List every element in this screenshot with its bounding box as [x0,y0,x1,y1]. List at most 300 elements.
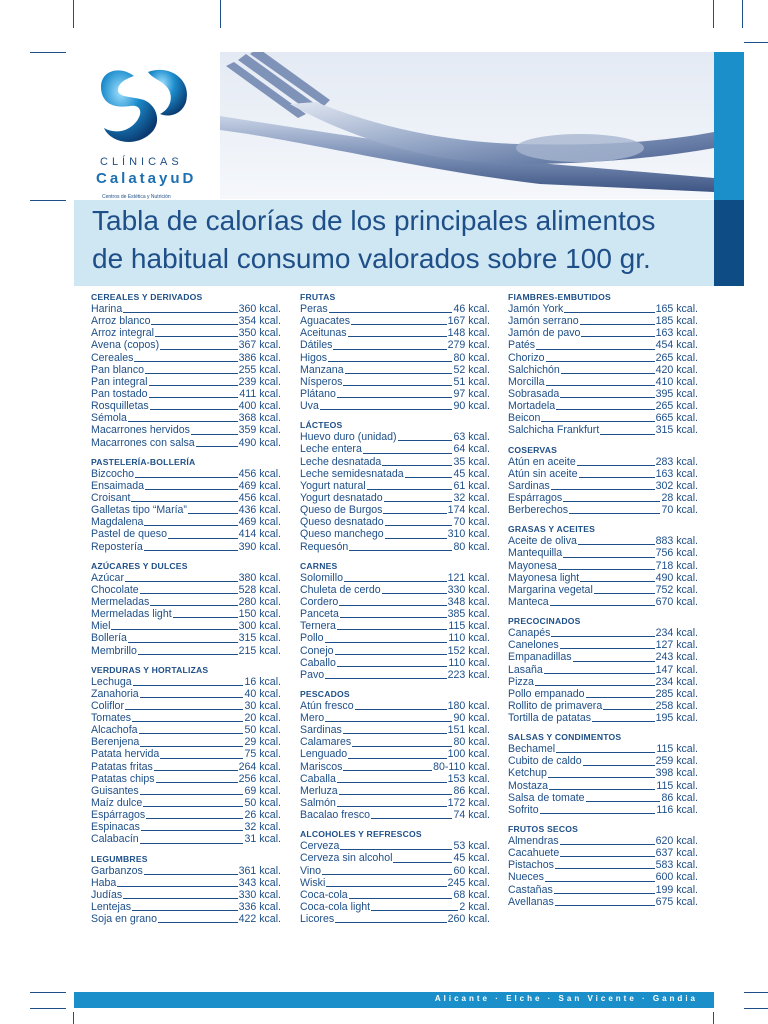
food-row [91,785,281,797]
section-title: FIAMBRES-EMBUTIDOS [508,292,611,302]
food-row [300,749,490,761]
title-line-1: Tabla de calorías de los principales alimentos [92,205,656,236]
food-name: Salsa de tomate [508,791,585,804]
food-kcal: 50 kcal. [244,724,281,737]
food-name: Espinacas [91,821,140,834]
food-row [91,388,281,400]
leader-line [160,349,237,350]
food-name: Mermeladas [91,595,150,608]
food-row [508,700,698,712]
food-row [91,412,281,424]
food-name: Canapés [508,627,551,640]
food-name: Pan integral [91,375,148,388]
food-row [300,785,490,797]
food-row [91,516,281,528]
crop-mark [73,0,74,28]
leader-line [540,813,656,814]
food-name: Jamón York [508,302,564,315]
food-name: Empanadillas [508,651,572,664]
food-row [91,572,281,584]
food-section [91,561,281,657]
leader-line [580,324,655,325]
leader-line [149,397,239,398]
food-kcal: 336 kcal. [238,901,281,914]
food-kcal: 167 kcal. [447,315,490,328]
food-row [300,724,490,736]
food-kcal: 151 kcal. [447,724,490,737]
food-kcal: 195 kcal. [655,712,698,725]
crop-mark [73,1012,74,1024]
food-row [91,913,281,925]
food-name: Panceta [300,608,339,621]
leader-line [349,550,452,551]
food-name: Ketchup [508,767,547,780]
food-kcal: 718 kcal. [655,559,698,572]
leader-line [548,777,655,778]
leader-line [586,697,655,698]
food-name: Calabacín [91,833,139,846]
food-name: Haba [91,876,117,889]
food-name: Pizza [508,675,534,688]
crop-mark [30,1008,66,1009]
food-row [300,443,490,455]
food-kcal: 115 kcal. [656,743,698,756]
food-name: Mermeladas light [91,608,172,621]
leader-line [333,349,446,350]
food-name: Macarrones hervidos [91,424,190,437]
food-name: Arroz blanco [91,315,151,328]
food-row [91,761,281,773]
food-row [300,596,490,608]
food-kcal: 29 kcal. [244,736,281,749]
food-kcal: 234 kcal. [655,675,698,688]
food-row [91,437,281,449]
food-name: Queso manchego [300,528,384,541]
food-kcal: 456 kcal. [238,491,281,504]
food-name: Lasaña [508,663,543,676]
crop-mark [744,1008,768,1009]
leader-line [551,489,655,490]
food-row [508,535,698,547]
food-row [300,632,490,644]
food-kcal: 80 kcal. [453,540,490,553]
food-row [91,724,281,736]
section-title: PESCADOS [300,688,350,699]
footer-locations: Alicante · Elche · San Vicente · Gandia [434,994,698,1003]
leader-line [168,538,238,539]
food-row [300,852,490,864]
leader-line [132,910,238,911]
leader-line [382,593,447,594]
food-row [91,492,281,504]
food-name: Berberechos [508,504,569,517]
food-kcal: 454 kcal. [655,339,698,352]
food-kcal: 31 kcal. [244,833,281,846]
food-kcal: 264 kcal. [238,760,281,773]
leader-line [345,373,453,374]
leader-line [343,733,447,734]
food-row [508,352,698,364]
section-title: FRUTOS SECOS [508,824,579,835]
leader-line [367,489,453,490]
food-name: Sofrito [508,803,539,816]
leader-line [546,361,655,362]
leader-line [146,818,243,819]
leader-line [335,654,447,655]
title-line-2: de habitual consumo valorados sobre 100 gr. [92,243,651,274]
food-name: Rosquilletas [91,400,149,413]
leader-line [133,685,244,686]
food-row [300,809,490,821]
food-row [508,388,698,400]
food-row [300,431,490,443]
food-name: Mariscos [300,760,343,773]
food-row [508,400,698,412]
section-title: LEGUMBRES [91,853,148,864]
food-row [91,676,281,688]
food-name: Atún sin aceite [508,467,578,480]
food-kcal: 51 kcal. [453,375,490,388]
leader-line [348,758,446,759]
food-name: Croisant [91,491,131,504]
food-kcal: 302 kcal. [655,479,698,492]
food-name: Avellanas [508,895,554,908]
food-kcal: 390 kcal. [238,540,281,553]
food-row [91,541,281,553]
logo [74,52,220,199]
food-row [300,388,490,400]
food-kcal: 583 kcal. [655,859,698,872]
food-kcal: 348 kcal. [447,595,490,608]
section-title: GRASAS Y ACEITES [508,524,596,535]
food-name: Mortadela [508,400,556,413]
food-row [91,608,281,620]
food-name: Soja en grano [91,913,157,926]
crop-mark [220,0,221,28]
column-1 [91,292,281,933]
food-name: Pan tostado [91,387,148,400]
food-section [91,854,281,926]
food-kcal: 30 kcal. [244,699,281,712]
food-kcal: 90 kcal. [453,400,490,413]
food-row [91,327,281,339]
food-name: Arroz integral [91,327,154,340]
food-name: Atún fresco [300,699,354,712]
leader-line [125,709,244,710]
food-name: Salchicha Frankfurt [508,424,600,437]
food-row [300,492,490,504]
food-name: Harina [91,302,123,315]
leader-line [555,905,655,906]
food-name: Chocolate [91,583,139,596]
food-kcal: 46 kcal. [453,302,490,315]
section-title: ALCOHOLES Y REFRESCOS [300,829,422,840]
leader-line [340,617,447,618]
food-kcal: 360 kcal. [238,302,281,315]
food-name: Tortilla de patatas [508,712,592,725]
food-name: Licores [300,913,335,926]
food-kcal: 153 kcal. [447,772,490,785]
food-name: Tomates [91,712,132,725]
food-kcal: 330 kcal. [238,888,281,901]
food-row [91,632,281,644]
food-name: Plátano [300,387,336,400]
leader-line [140,697,244,698]
food-name: Castañas [508,883,553,896]
food-name: Requesón [300,540,349,553]
food-row [508,492,698,504]
food-kcal: 280 kcal. [238,595,281,608]
food-name: Jamón serrano [508,315,579,328]
food-kcal: 163 kcal. [655,467,698,480]
food-row [300,364,490,376]
leader-line [561,373,655,374]
food-name: Higos [300,351,328,364]
crop-mark [744,992,768,993]
food-kcal: 600 kcal. [655,871,698,884]
food-kcal: 359 kcal. [238,424,281,437]
leader-line [579,477,655,478]
leader-line [592,721,655,722]
food-row [508,676,698,688]
food-name: Bacalao fresco [300,809,371,822]
food-row [91,400,281,412]
food-name: Vino [300,864,322,877]
food-row [300,840,490,852]
food-kcal: 490 kcal. [238,436,281,449]
leader-line [325,721,452,722]
food-kcal: 258 kcal. [655,699,698,712]
food-row [91,620,281,632]
food-name: Yogurt desnatado [300,491,383,504]
leader-line [351,324,447,325]
food-row [508,364,698,376]
crop-mark [713,0,714,28]
section-title: CARNES [300,560,338,571]
food-row [300,400,490,412]
food-row [300,620,490,632]
food-kcal: 386 kcal. [238,351,281,364]
header-photo [220,52,714,199]
food-name: Manzana [300,363,344,376]
food-kcal: 70 kcal. [453,516,490,529]
food-kcal: 172 kcal. [447,797,490,810]
food-name: Jamón de pavo [508,327,581,340]
food-kcal: 75 kcal. [244,748,281,761]
food-name: Rollito de primavera [508,699,603,712]
food-row [508,896,698,908]
food-row [300,889,490,901]
leader-line [141,830,244,831]
food-name: Calamares [300,736,352,749]
food-name: Chuleta de cerdo [300,583,381,596]
food-kcal: 410 kcal. [655,375,698,388]
food-row [508,303,698,315]
food-row [91,376,281,388]
section-title: PASTELERÍA-BOLLERÍA [91,456,196,467]
leader-line [339,605,446,606]
food-kcal: 53 kcal. [453,840,490,853]
section-title: VERDURAS Y HORTALIZAS [91,664,209,675]
leader-line [564,312,654,313]
leader-line [340,849,452,850]
side-band-light [714,52,744,200]
food-kcal: 265 kcal. [655,351,698,364]
leader-line [140,746,243,747]
food-kcal: 86 kcal. [453,784,490,797]
food-section [508,445,698,517]
food-name: Galletas tipo “María” [91,504,187,517]
food-row [300,315,490,327]
food-kcal: 20 kcal. [244,712,281,725]
food-row [508,468,698,480]
food-name: Espárragos [91,809,146,822]
leader-line [335,922,446,923]
leader-line [352,746,452,747]
food-row [300,797,490,809]
food-name: Cereales [91,351,134,364]
cutlery-icon [220,52,714,199]
food-name: Conejo [300,644,334,657]
leader-line [385,525,453,526]
leader-line [558,569,655,570]
food-kcal: 380 kcal. [238,571,281,584]
leader-line [337,806,447,807]
leader-line [551,636,654,637]
food-kcal: 121 kcal. [447,571,490,584]
food-kcal: 110 kcal. [448,632,490,645]
food-kcal: 63 kcal. [453,431,490,444]
food-kcal: 165 kcal. [655,302,698,315]
food-name: Magdalena [91,516,144,529]
food-row [508,768,698,780]
food-row [508,835,698,847]
crop-mark [30,52,66,53]
food-kcal: 80 kcal. [453,736,490,749]
food-row [91,797,281,809]
food-kcal: 180 kcal. [447,699,490,712]
food-kcal: 150 kcal. [238,608,281,621]
leader-line [149,385,238,386]
food-name: Ensaimada [91,479,144,492]
leader-line [151,324,237,325]
food-kcal: 100 kcal. [447,748,490,761]
food-row [300,584,490,596]
leader-line [348,336,447,337]
leader-line [140,593,238,594]
leader-line [337,629,447,630]
food-row [300,877,490,889]
food-kcal: 80-110 kcal. [433,760,490,773]
food-name: Queso desnatado [300,516,384,529]
food-name: Yogurt natural [300,479,366,492]
column-3 [508,292,698,916]
section-title: CEREALES Y DERIVADOS [91,292,203,302]
food-row [91,645,281,657]
leader-line [325,642,448,643]
food-name: Solomillo [300,571,343,584]
food-row [300,303,490,315]
food-name: Margarina vegetal [508,583,593,596]
food-name: Guisantes [91,784,139,797]
food-name: Ternera [300,620,336,633]
food-name: Aguacates [300,315,351,328]
food-kcal: 528 kcal. [238,583,281,596]
food-section [91,457,281,553]
food-row [300,541,490,553]
leader-line [603,709,654,710]
leader-line [578,544,655,545]
food-row [91,877,281,889]
food-kcal: 670 kcal. [655,595,698,608]
food-name: Beicon [508,412,541,425]
leader-line [371,910,458,911]
food-name: Sémola [91,412,127,425]
food-name: Leche desnatada [300,455,382,468]
leader-line [535,685,655,686]
leader-line [320,409,453,410]
leader-line [555,868,655,869]
food-row [91,901,281,913]
crop-mark [713,1012,714,1024]
food-row [508,480,698,492]
leader-line [125,581,238,582]
food-kcal: 148 kcal. [447,327,490,340]
food-row [91,809,281,821]
food-kcal: 80 kcal. [453,351,490,364]
food-kcal: 60 kcal. [453,864,490,877]
food-kcal: 385 kcal. [447,608,490,621]
food-row [300,456,490,468]
food-kcal: 26 kcal. [244,809,281,822]
food-row [508,327,698,339]
leader-line [144,525,237,526]
food-row [508,664,698,676]
food-row [300,480,490,492]
food-kcal: 127 kcal. [655,639,698,652]
food-name: Peras [300,302,328,315]
section-title: SALSAS Y CONDIMENTOS [508,732,622,743]
food-name: Nueces [508,871,544,884]
food-section [508,616,698,724]
food-row [300,504,490,516]
food-name: Garbanzos [91,864,143,877]
leader-line [155,336,238,337]
leader-line [326,886,446,887]
food-name: Patatas chips [91,772,155,785]
food-section [91,665,281,846]
food-kcal: 315 kcal. [655,424,698,437]
leader-line [549,789,655,790]
food-name: Membrillo [91,644,137,657]
food-kcal: 414 kcal. [238,528,281,541]
food-row [508,755,698,767]
food-row [300,572,490,584]
leader-line [145,489,238,490]
food-name: Azúcar [91,571,124,584]
food-kcal: 115 kcal. [656,779,698,792]
food-kcal: 361 kcal. [238,864,281,877]
food-kcal: 259 kcal. [655,755,698,768]
leader-line [128,421,238,422]
food-row [91,480,281,492]
food-name: Uva [300,400,319,413]
food-kcal: 637 kcal. [655,847,698,860]
leader-line [344,581,447,582]
leader-line [545,881,655,882]
food-row [91,865,281,877]
food-kcal: 147 kcal. [655,663,698,676]
